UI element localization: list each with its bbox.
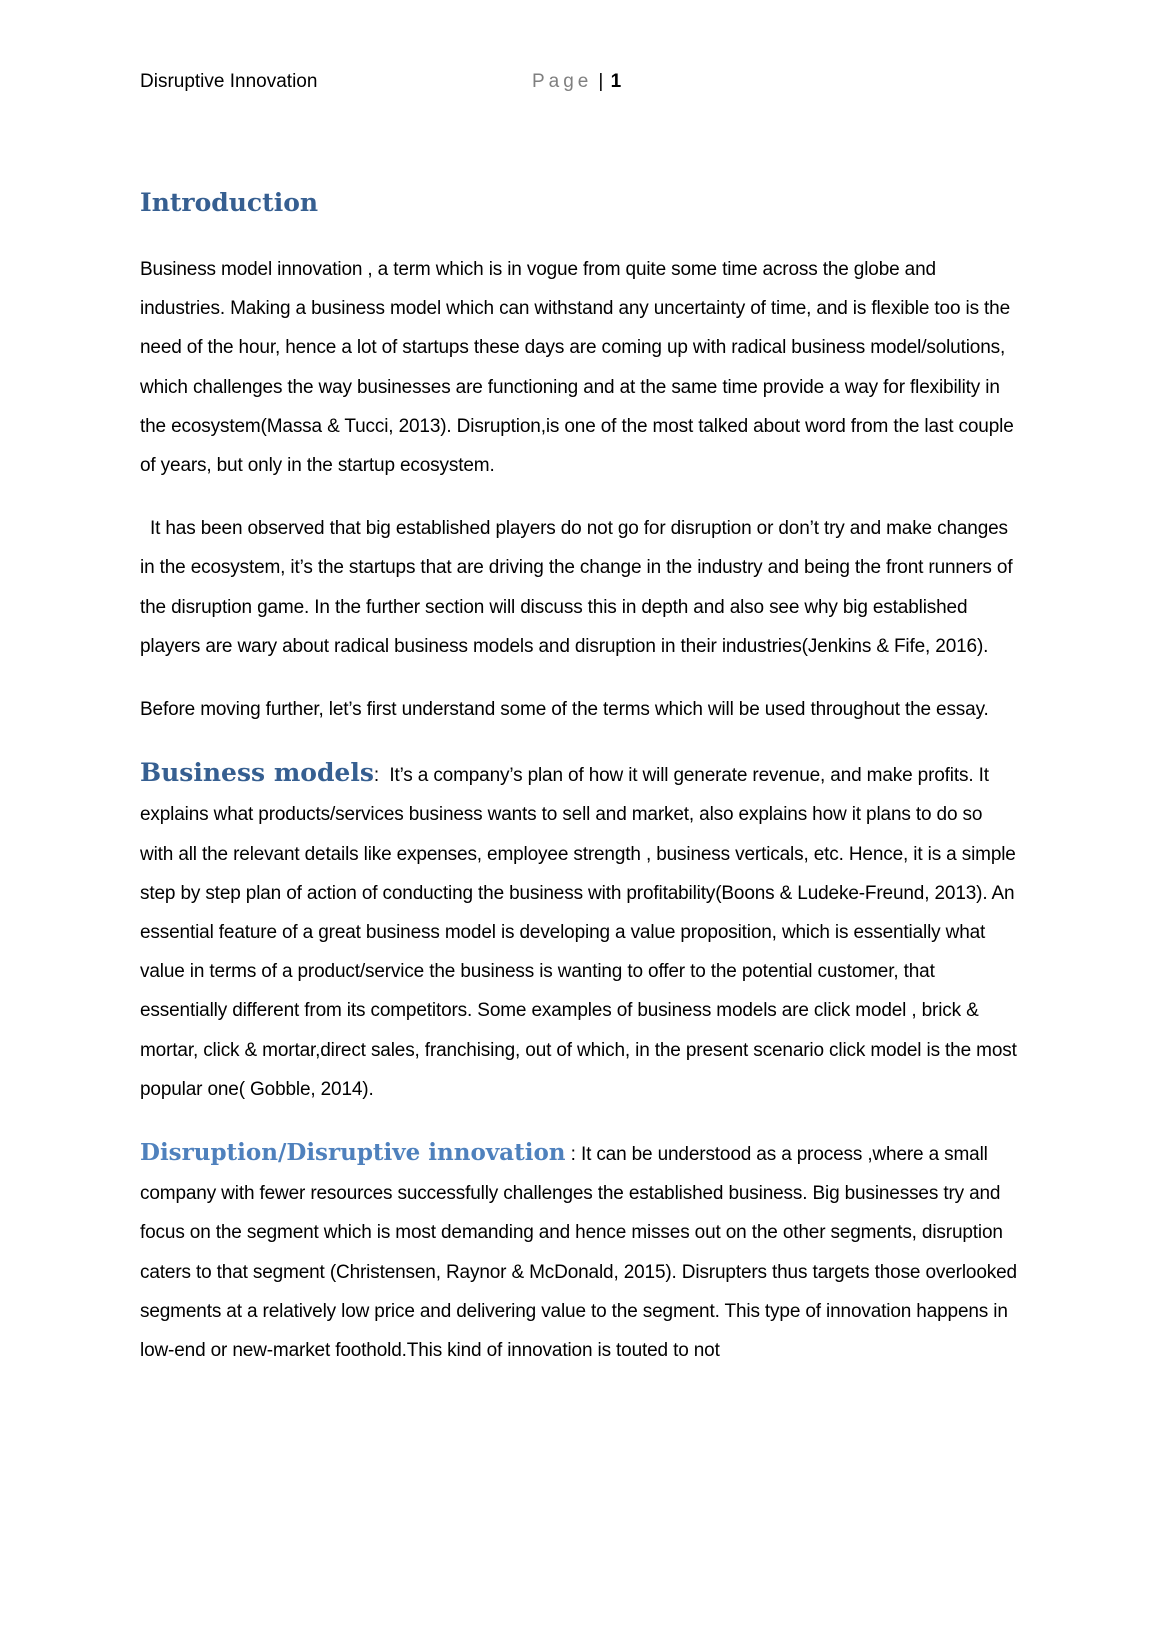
business-models-separator: : (373, 765, 380, 787)
introduction-heading: Introduction (140, 188, 319, 217)
header-page-indicator (532, 68, 621, 96)
disruption-term: Disruption/Disruptive innovation (140, 1139, 566, 1167)
page-separator: | (598, 71, 604, 92)
disruption-paragraph (140, 1133, 1020, 1370)
business-models-paragraph (140, 753, 1020, 1109)
business-models-text: It’s a company’s plan of how it will generate revenue, and make profits. It explains what products/services business wants to sell and market, also explains how it plans to do so with all the relevant details like expenses, employee strength , business verticals, etc. Hence, it is a simple step by step plan of action of conducting the business with profitability(Boons & Ludeke-Freund, 2013). An essential feature of a great business model is developing a value proposition, which is essentially what value in terms of a product/service the business is wanting to offer to the potential customer, that essentially different from its competitors. Some examples of business models are click model , brick & mortar, click & mortar,direct sales, franchising, out of which, in the present scenario click model is the most popular one( Gobble, 2014). (140, 765, 1017, 1100)
document-body (140, 180, 1020, 1394)
page-header (140, 68, 1020, 96)
header-title: Disruptive Innovation (140, 71, 318, 92)
intro-paragraph-1: Business model innovation , a term which is in vogue from quite some time across the globe and industries. Making a business model which can withstand any uncertainty of time, and is flexible too is the need of the hour, hence a lot of startups these days are coming up with radical business model/solutions, which challenges the way businesses are functioning and at the same time provide a way for flexibility in the ecosystem(Massa & Tucci, 2013). Disruption,is one of the most talked about word from the last couple of years, but only in the startup ecosystem. (140, 259, 1014, 477)
page-number: 1 (610, 71, 622, 92)
intro-paragraph-3: Before moving further, let’s first understand some of the terms which will be used throughout the essay. (140, 699, 989, 721)
page-label: Page (532, 71, 593, 92)
intro-paragraph-2: It has been observed that big established players do not go for disruption or don’t try and make changes in the ecosystem, it’s the startups that are driving the change in the industry and being the front runners of the disruption game. In the further section will discuss this in depth and also see why big established players are wary about radical business models and disruption in their industries(Jenkins & Fife, 2016). (140, 518, 1013, 657)
disruption-separator: : (570, 1144, 576, 1166)
disruption-text: It can be understood as a process ,where a small company with fewer resources successfully challenges the established business. Big businesses try and focus on the segment which is most demanding and hence misses out on the other segments, disruption caters to that segment (Christensen, Raynor & McDonald, 2015). Disrupters thus targets those overlooked segments at a relatively low price and delivering value to the segment. This type of innovation happens in low-end or new-market foothold.This kind of innovation is touted to not (140, 1144, 1017, 1362)
business-models-term: Business models (140, 758, 374, 788)
